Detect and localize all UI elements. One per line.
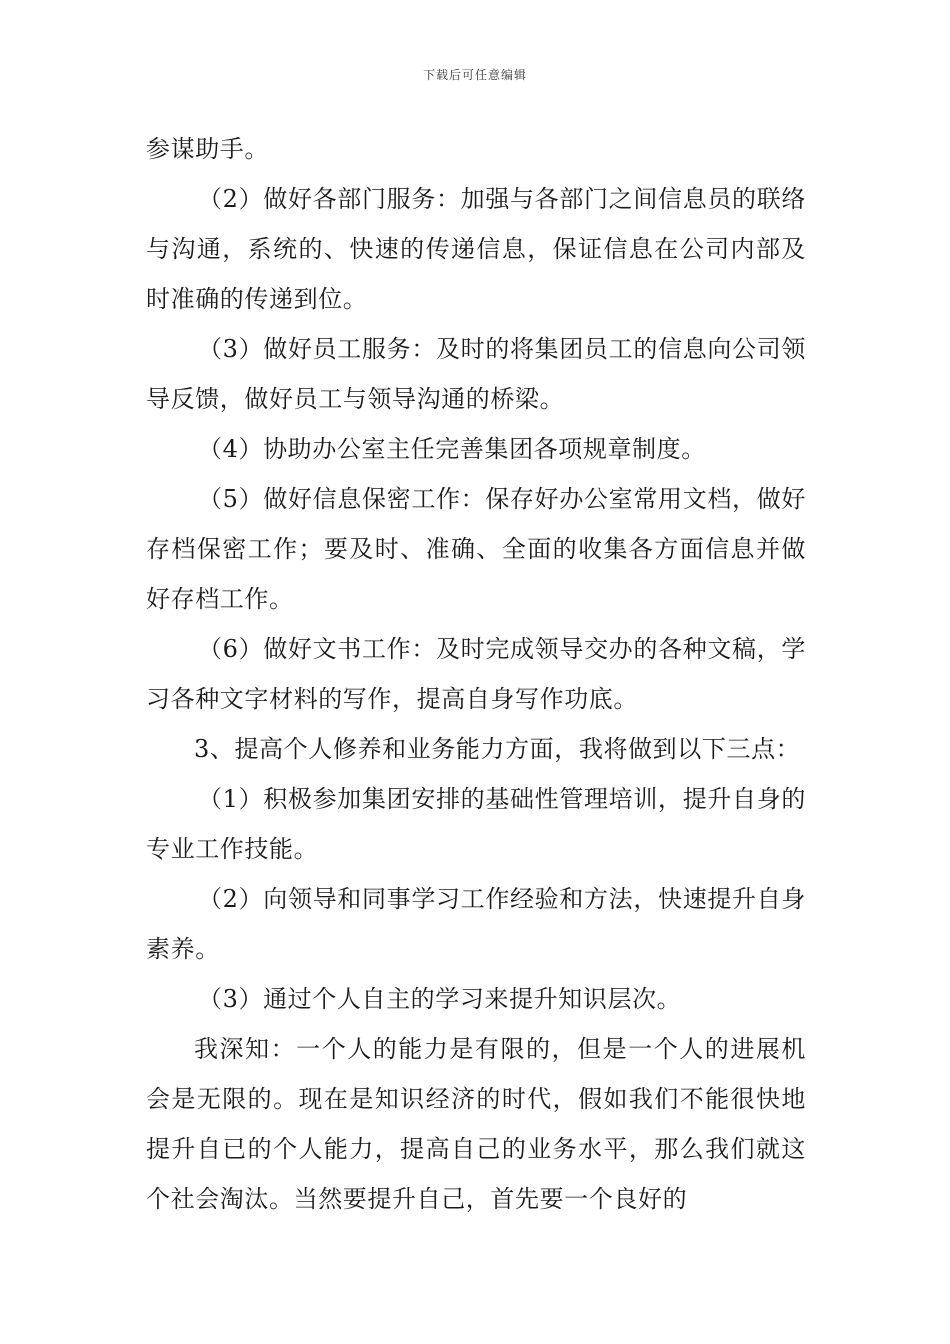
paragraph-subitem-3: （3）通过个人自主的学习来提升知识层次。 bbox=[198, 985, 682, 1013]
paragraph-item-4: （4）协助办公室主任完善集团各项规章制度。 bbox=[198, 435, 706, 463]
paragraph-item-6: （6）做好文书工作：及时完成领导交办的各种文稿，学习各种文字材料的写作，提高自身写作功底。 bbox=[146, 635, 806, 713]
paragraph-item-2: （2）做好各部门服务：加强与各部门之间信息员的联络与沟通，系统的、快速的传递信息，保证信息在公司内部及时准确的传递到位。 bbox=[146, 185, 806, 313]
paragraph-subitem-2: （2）向领导和同事学习工作经验和方法，快速提升自身素养。 bbox=[146, 885, 806, 963]
paragraph-item-3: （3）做好员工服务：及时的将集团员工的信息向公司领导反馈，做好员工与领导沟通的桥梁。 bbox=[146, 335, 806, 413]
document-body bbox=[146, 124, 806, 1224]
paragraph-section-3: 3、提高个人修养和业务能力方面，我将做到以下三点： bbox=[194, 735, 801, 763]
page-header: 下载后可任意编辑 bbox=[422, 68, 527, 82]
paragraph-subitem-1: （1）积极参加集团安排的基础性管理培训，提升自身的专业工作技能。 bbox=[146, 785, 806, 863]
paragraph-conclusion: 我深知：一个人的能力是有限的，但是一个人的进展机会是无限的。现在是知识经济的时代，假如我们不能很快地提升自已的个人能力，提高自己的业务水平，那么我们就这个社会淘汰。当然要提升自己，首先要一个良好的 bbox=[146, 1035, 806, 1213]
paragraph-continuation: 参谋助手。 bbox=[146, 135, 269, 163]
paragraph-item-5: （5）做好信息保密工作：保存好办公室常用文档，做好存档保密工作；要及时、准确、全面的收集各方面信息并做好存档工作。 bbox=[146, 485, 806, 613]
